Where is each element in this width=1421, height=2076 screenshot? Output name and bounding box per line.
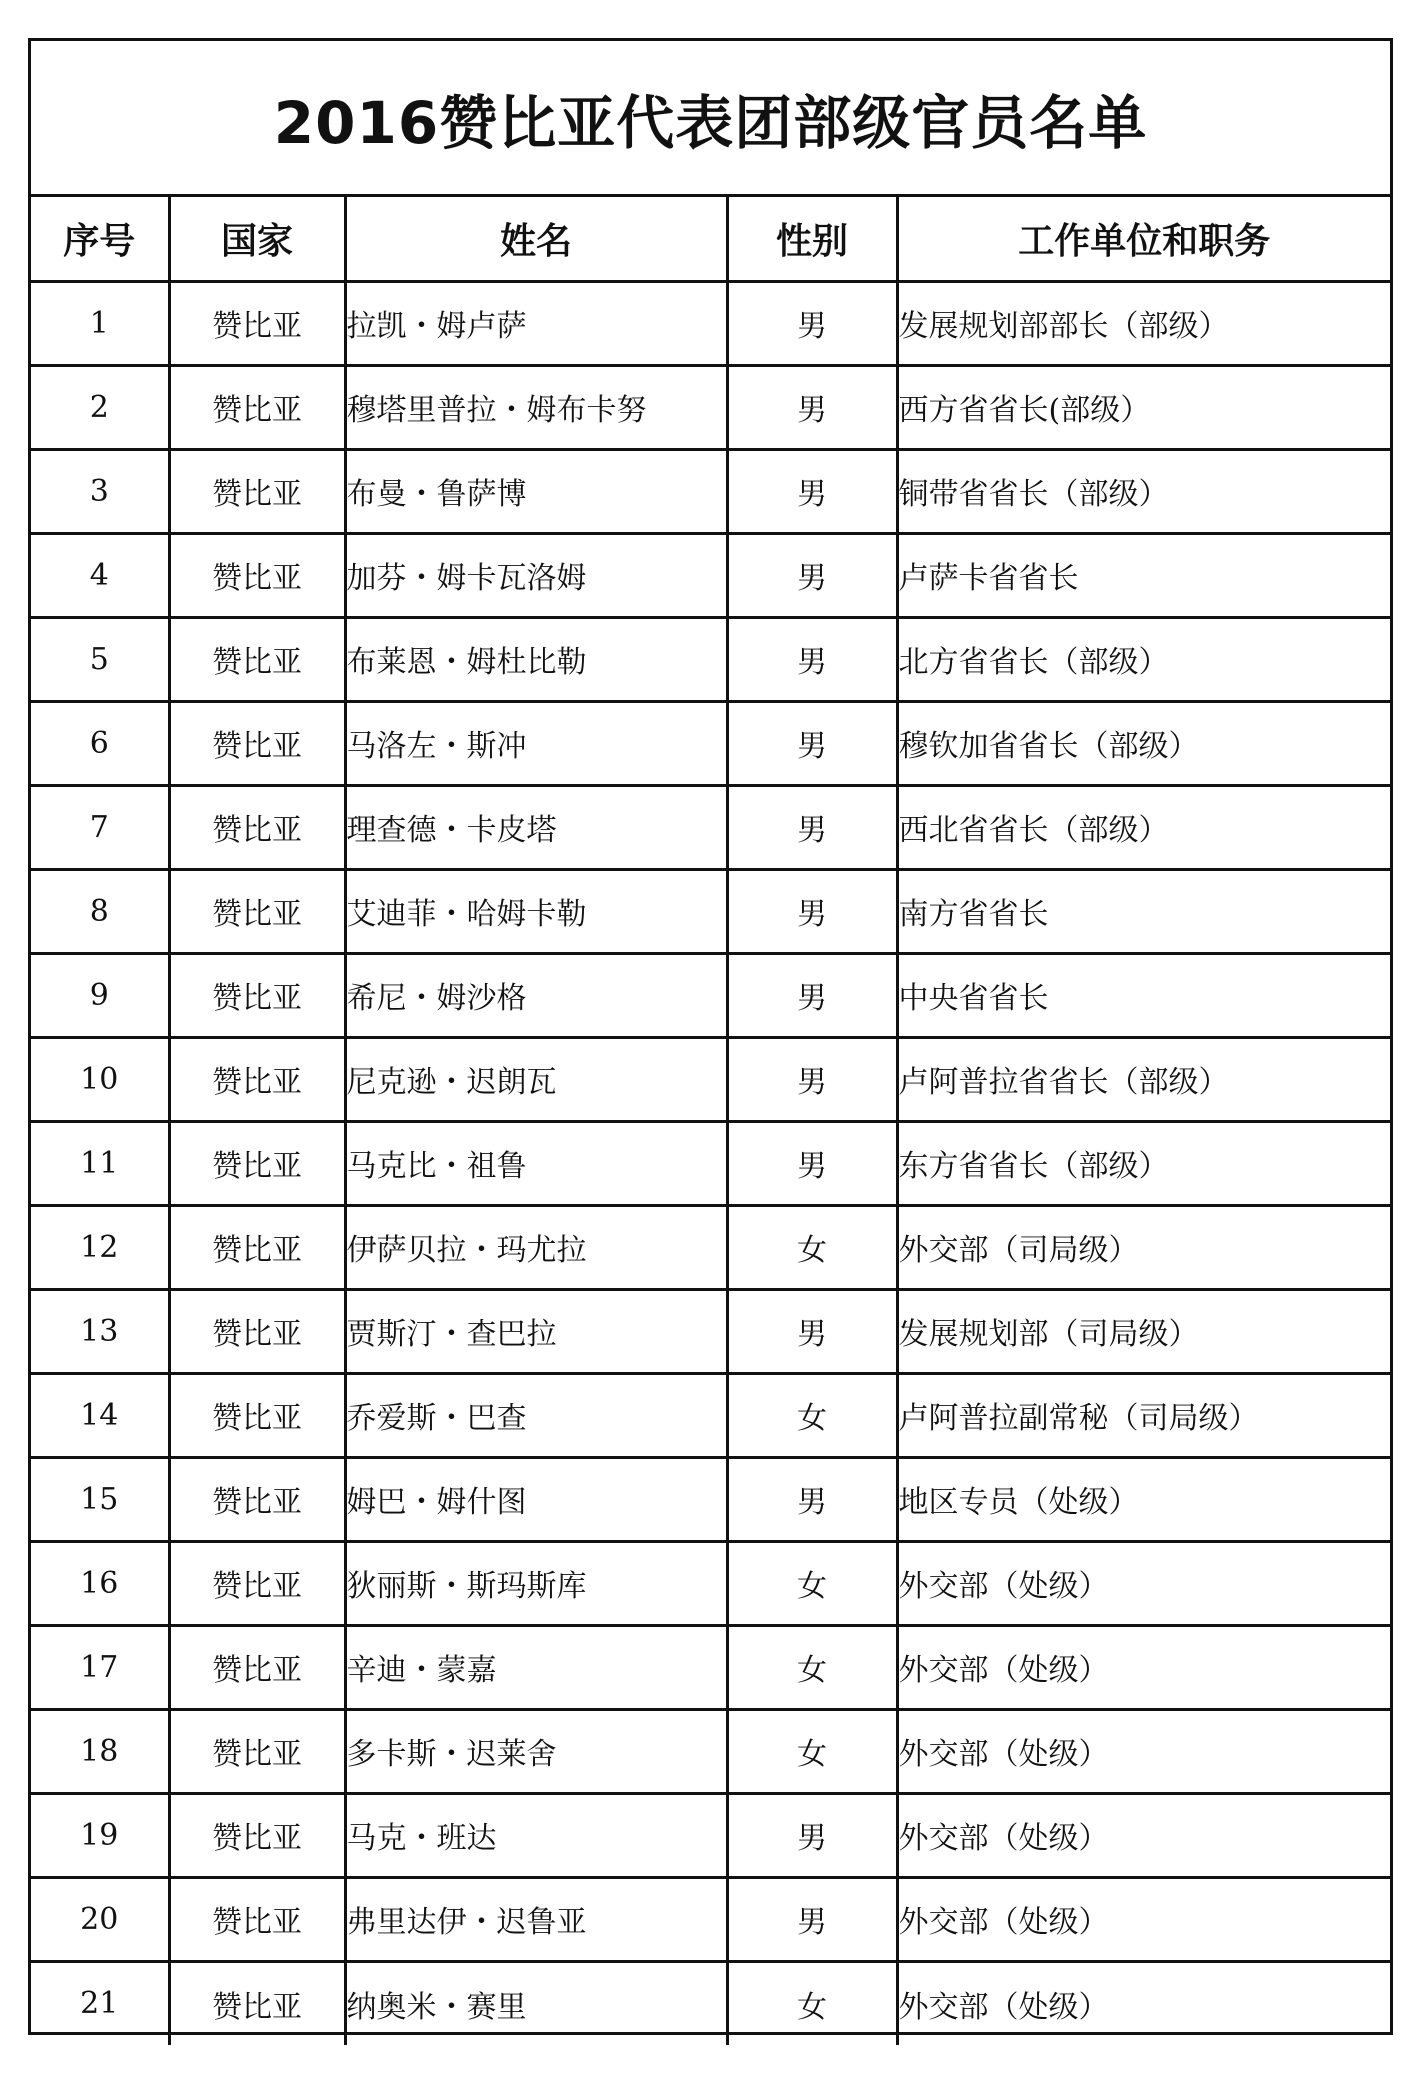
cell-no: 10 <box>31 1037 169 1121</box>
cell-name: 拉凯・姆卢萨 <box>345 281 727 365</box>
cell-sex: 男 <box>727 281 897 365</box>
cell-name: 贾斯汀・查巴拉 <box>345 1289 727 1373</box>
cell-sex: 女 <box>727 1709 897 1793</box>
cell-sex: 男 <box>727 365 897 449</box>
table-row <box>31 617 1390 701</box>
cell-country: 赞比亚 <box>169 953 345 1037</box>
table-row <box>31 1709 1390 1793</box>
cell-sex: 女 <box>727 1205 897 1289</box>
cell-sex: 女 <box>727 1541 897 1625</box>
cell-no: 1 <box>31 281 169 365</box>
cell-no: 9 <box>31 953 169 1037</box>
cell-sex: 男 <box>727 1457 897 1541</box>
cell-post: 卢萨卡省省长 <box>897 533 1390 617</box>
cell-post: 外交部（处级） <box>897 1877 1390 1961</box>
table-row <box>31 449 1390 533</box>
cell-no: 16 <box>31 1541 169 1625</box>
cell-no: 8 <box>31 869 169 953</box>
cell-name: 布曼・鲁萨博 <box>345 449 727 533</box>
table-row <box>31 1457 1390 1541</box>
cell-no: 7 <box>31 785 169 869</box>
cell-sex: 男 <box>727 1289 897 1373</box>
cell-post: 卢阿普拉省省长（部级） <box>897 1037 1390 1121</box>
cell-post: 外交部（处级） <box>897 1793 1390 1877</box>
cell-sex: 男 <box>727 785 897 869</box>
cell-country: 赞比亚 <box>169 365 345 449</box>
cell-no: 12 <box>31 1205 169 1289</box>
table-row <box>31 1289 1390 1373</box>
cell-post: 外交部（司局级） <box>897 1205 1390 1289</box>
cell-sex: 男 <box>727 1877 897 1961</box>
cell-name: 伊萨贝拉・玛尤拉 <box>345 1205 727 1289</box>
cell-country: 赞比亚 <box>169 533 345 617</box>
table-row <box>31 1877 1390 1961</box>
table-row <box>31 533 1390 617</box>
cell-sex: 女 <box>727 1961 897 2045</box>
cell-country: 赞比亚 <box>169 1373 345 1457</box>
cell-name: 多卡斯・迟莱舍 <box>345 1709 727 1793</box>
cell-country: 赞比亚 <box>169 281 345 365</box>
cell-sex: 女 <box>727 1373 897 1457</box>
cell-sex: 男 <box>727 533 897 617</box>
cell-name: 尼克逊・迟朗瓦 <box>345 1037 727 1121</box>
table-row <box>31 1373 1390 1457</box>
cell-name: 纳奥米・赛里 <box>345 1961 727 2045</box>
cell-post: 外交部（处级） <box>897 1625 1390 1709</box>
cell-name: 理查德・卡皮塔 <box>345 785 727 869</box>
title-row <box>31 41 1390 197</box>
cell-country: 赞比亚 <box>169 1205 345 1289</box>
cell-country: 赞比亚 <box>169 701 345 785</box>
cell-country: 赞比亚 <box>169 1961 345 2045</box>
cell-country: 赞比亚 <box>169 785 345 869</box>
cell-name: 布莱恩・姆杜比勒 <box>345 617 727 701</box>
table-body <box>31 281 1390 2045</box>
cell-country: 赞比亚 <box>169 1877 345 1961</box>
table-row <box>31 953 1390 1037</box>
cell-no: 21 <box>31 1961 169 2045</box>
cell-post: 西北省省长（部级） <box>897 785 1390 869</box>
cell-post: 外交部（处级） <box>897 1709 1390 1793</box>
cell-post: 铜带省省长（部级） <box>897 449 1390 533</box>
cell-name: 马克・班达 <box>345 1793 727 1877</box>
table-row <box>31 869 1390 953</box>
table-row <box>31 785 1390 869</box>
officials-table <box>31 197 1390 2045</box>
cell-country: 赞比亚 <box>169 1289 345 1373</box>
cell-post: 中央省省长 <box>897 953 1390 1037</box>
cell-post: 西方省省长(部级） <box>897 365 1390 449</box>
cell-sex: 男 <box>727 953 897 1037</box>
column-header-no: 序号 <box>31 197 169 281</box>
cell-sex: 男 <box>727 1121 897 1205</box>
cell-post: 北方省省长（部级） <box>897 617 1390 701</box>
column-header-country: 国家 <box>169 197 345 281</box>
cell-sex: 男 <box>727 701 897 785</box>
column-header-sex: 性别 <box>727 197 897 281</box>
cell-country: 赞比亚 <box>169 869 345 953</box>
table-row <box>31 701 1390 785</box>
cell-no: 5 <box>31 617 169 701</box>
cell-country: 赞比亚 <box>169 1793 345 1877</box>
cell-post: 东方省省长（部级） <box>897 1121 1390 1205</box>
cell-name: 艾迪菲・哈姆卡勒 <box>345 869 727 953</box>
cell-no: 14 <box>31 1373 169 1457</box>
cell-no: 2 <box>31 365 169 449</box>
cell-sex: 男 <box>727 617 897 701</box>
page-title: 2016赞比亚代表团部级官员名单 <box>273 88 1148 157</box>
cell-sex: 男 <box>727 1793 897 1877</box>
column-header-post: 工作单位和职务 <box>897 197 1390 281</box>
cell-country: 赞比亚 <box>169 449 345 533</box>
table-row <box>31 1037 1390 1121</box>
cell-country: 赞比亚 <box>169 1457 345 1541</box>
cell-no: 17 <box>31 1625 169 1709</box>
cell-name: 加芬・姆卡瓦洛姆 <box>345 533 727 617</box>
cell-post: 外交部（处级） <box>898 1989 1109 2025</box>
table-row <box>31 1793 1390 1877</box>
cell-country: 赞比亚 <box>169 1037 345 1121</box>
cell-country: 赞比亚 <box>169 617 345 701</box>
cell-sex: 男 <box>727 449 897 533</box>
cell-post: 发展规划部部长（部级） <box>897 281 1390 365</box>
cell-no: 18 <box>31 1709 169 1793</box>
cell-no: 19 <box>31 1793 169 1877</box>
cell-name: 狄丽斯・斯玛斯库 <box>345 1541 727 1625</box>
cell-name: 弗里达伊・迟鲁亚 <box>345 1877 727 1961</box>
cell-country: 赞比亚 <box>169 1541 345 1625</box>
cell-post: 地区专员（处级） <box>897 1457 1390 1541</box>
cell-name: 乔爱斯・巴查 <box>345 1373 727 1457</box>
cell-no: 3 <box>31 449 169 533</box>
header-row <box>31 197 1390 281</box>
table-row <box>31 1205 1390 1289</box>
cell-name: 马克比・祖鲁 <box>345 1121 727 1205</box>
roster-sheet <box>28 38 1393 2035</box>
cell-no: 15 <box>31 1457 169 1541</box>
cell-name: 辛迪・蒙嘉 <box>345 1625 727 1709</box>
table-row <box>31 1625 1390 1709</box>
cell-no: 6 <box>31 701 169 785</box>
cell-name: 姆巴・姆什图 <box>345 1457 727 1541</box>
cell-post: 南方省省长 <box>897 869 1390 953</box>
table-row <box>31 1121 1390 1205</box>
cell-no: 13 <box>31 1289 169 1373</box>
cell-name: 希尼・姆沙格 <box>345 953 727 1037</box>
cell-no: 4 <box>31 533 169 617</box>
cell-no: 20 <box>31 1877 169 1961</box>
cell-country: 赞比亚 <box>169 1625 345 1709</box>
cell-post: 外交部（处级） <box>897 1541 1390 1625</box>
cell-country: 赞比亚 <box>169 1121 345 1205</box>
table-row <box>31 1961 1390 2045</box>
cell-post: 卢阿普拉副常秘（司局级） <box>897 1373 1390 1457</box>
cell-name: 穆塔里普拉・姆布卡努 <box>345 365 727 449</box>
cell-name: 马洛左・斯冲 <box>345 701 727 785</box>
table-row <box>31 365 1390 449</box>
cell-post: 穆钦加省省长（部级） <box>897 701 1390 785</box>
cell-sex: 男 <box>727 1037 897 1121</box>
column-header-name: 姓名 <box>345 197 727 281</box>
cell-no: 11 <box>31 1121 169 1205</box>
cell-country: 赞比亚 <box>169 1709 345 1793</box>
cell-sex: 男 <box>727 869 897 953</box>
table-row <box>31 281 1390 365</box>
cell-sex: 女 <box>727 1625 897 1709</box>
cell-post: 发展规划部（司局级） <box>897 1289 1390 1373</box>
table-row <box>31 1541 1390 1625</box>
